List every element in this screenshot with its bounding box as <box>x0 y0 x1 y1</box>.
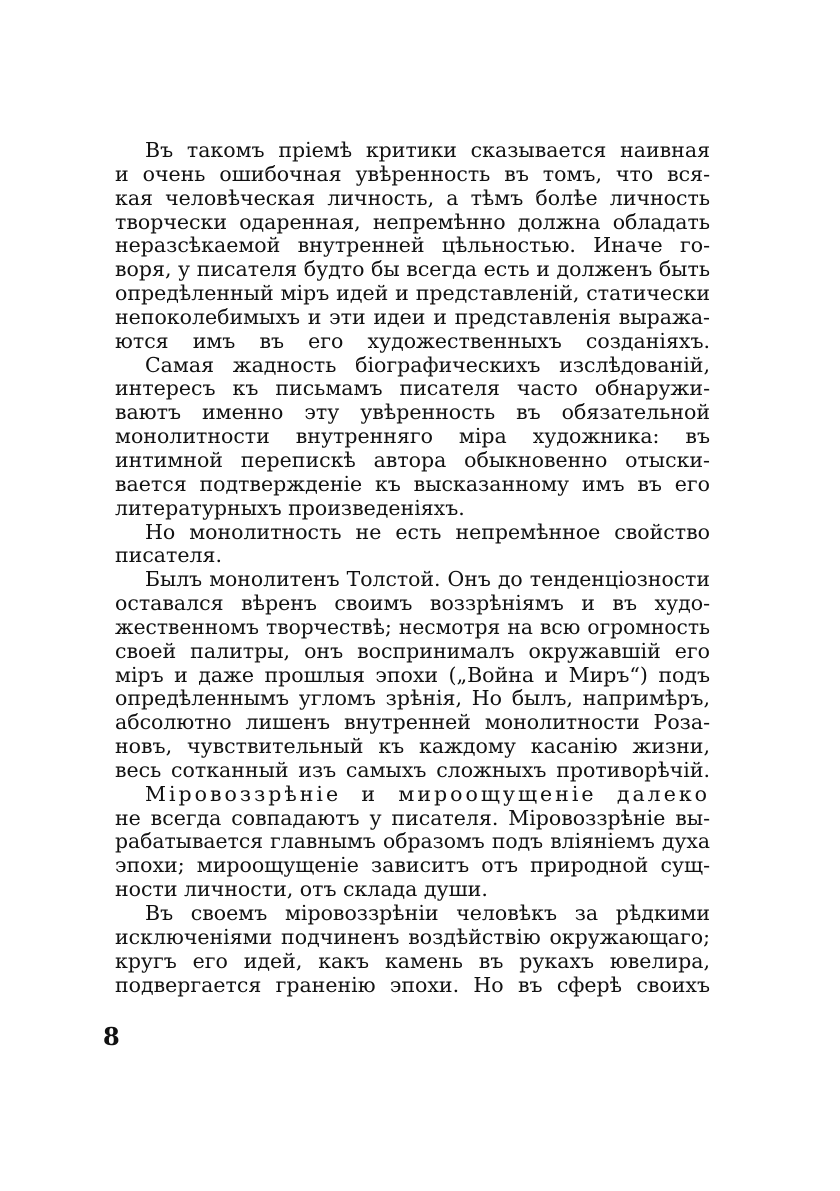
text-line: интимной перепискѣ автора обыкновенно отыски- <box>115 447 710 472</box>
text-line: опредѣленнымъ угломъ зрѣнія, Но былъ, напримѣръ, <box>115 686 710 711</box>
text-line: кая человѣческая личность, а тѣмъ болѣе личность <box>115 185 710 210</box>
text-line: весь сотканный изъ самыхъ сложныхъ противорѣчій. <box>115 757 710 782</box>
text-line: оставался вѣренъ своимъ воззрѣніямъ и въ худо- <box>115 591 710 616</box>
paragraph-2 <box>115 354 710 521</box>
page-text <box>115 139 710 997</box>
text-line: Въ такомъ пріемѣ критики сказывается наивная <box>145 138 710 162</box>
text-line: не всегда совпадаютъ у писателя. Міровоззрѣніе вы- <box>115 805 710 830</box>
text-line: монолитности внутренняго міра художника: въ <box>115 424 710 449</box>
text-line: абсолютно лишенъ внутренней монолитности Роза- <box>115 710 710 735</box>
text-line: интересъ къ письмамъ писателя часто обнаружи- <box>115 376 710 401</box>
text-line: и очень ошибочная увѣренность въ томъ, что вся- <box>115 161 710 186</box>
paragraph-4 <box>115 568 710 783</box>
text-line: воря, у писателя будто бы всегда есть и долженъ быть <box>115 257 710 282</box>
text-line: рабатывается главнымъ образомъ подъ вліяніемъ духа <box>115 829 710 854</box>
text-line: Но монолитность не есть непремѣнное свойство <box>145 519 710 544</box>
text-line: ваютъ именно эту увѣренность въ обязательной <box>115 400 710 425</box>
text-line: писателя. <box>115 543 222 568</box>
text-line: Самая жадность біографическихъ изслѣдованій, <box>145 352 710 377</box>
text-line: Былъ монолитенъ Толстой. Онъ до тенденціозности <box>145 567 710 592</box>
text-line: эпохи; мироощущеніе зависитъ отъ природной сущ- <box>115 853 710 878</box>
paragraph-6 <box>115 902 710 997</box>
text-line: творчески одаренная, непремѣнно должна обладать <box>115 209 710 234</box>
paragraph-3 <box>115 521 710 569</box>
text-line: міръ и даже прошлыя эпохи („Война и Миръ“) подъ <box>115 662 710 687</box>
text-line: Міровоззрѣніе и мироощущеніе далеко <box>145 781 710 806</box>
paragraph-5 <box>115 783 710 902</box>
text-line: подвергается граненію эпохи. Но въ сферѣ своихъ <box>115 972 710 997</box>
text-line: опредѣленный міръ идей и представленій, статически <box>115 281 710 306</box>
page-number: 8 <box>103 1022 120 1051</box>
text-line: Въ своемъ міровоззрѣніи человѣкъ за рѣдкими <box>145 901 710 925</box>
paragraph-1 <box>115 139 710 354</box>
text-line: ности личности, отъ склада души. <box>115 877 488 902</box>
text-line: исключеніями подчиненъ воздѣйствію окружающаго; <box>115 924 710 949</box>
text-line: жественномъ творчествѣ; несмотря на всю огромность <box>115 614 710 639</box>
text-line: неразсѣкаемой внутренней цѣльностью. Иначе го- <box>115 233 710 258</box>
text-line: кругъ его идей, какъ камень въ рукахъ ювелира, <box>115 948 710 973</box>
text-line: вается подтвержденіе къ высказанному имъ въ его <box>115 471 710 496</box>
text-line: литературныхъ произведеніяхъ. <box>115 495 465 520</box>
text-line: новъ, чувствительный къ каждому касанію жизни, <box>115 734 710 759</box>
text-line: своей палитры, онъ воспринималъ окружавшій его <box>115 638 710 663</box>
text-line: ются имъ въ его художественныхъ созданіяхъ. <box>115 328 710 353</box>
text-line: непоколебимыхъ и эти идеи и представленія выража- <box>115 304 710 329</box>
